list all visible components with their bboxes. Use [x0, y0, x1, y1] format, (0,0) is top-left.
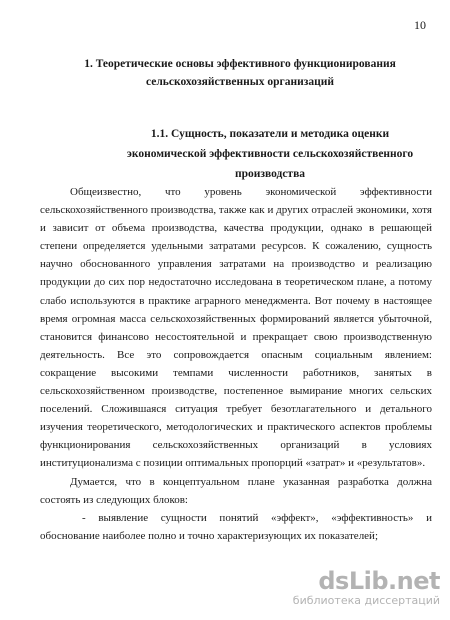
watermark [290, 568, 440, 608]
watermark-subtitle: библиотека диссертаций [292, 594, 440, 607]
list-item: - выявление сущности понятий «эффект», «эффективность» и обоснование наиболее полно и точно характеризующих их показателей; [40, 511, 432, 542]
chapter-title: 1. Теоретические основы эффективного функционирования сельскохозяйственных организаций [84, 58, 396, 88]
paragraph-intro: Общеизвестно, что уровень экономической эффективности сельскохозяйственного производства, также как и других отраслей экономики, хотя и зависит от объема производства, качества продукции, однако в решающей степени определяется удельными затратами ресурсов. К сожалению, сущность научно обоснованного управления затратами на производство и реализацию продукции до сих пор недостаточно исследована в теоретическом плане, а потому слабо используются в практике аграрного менеджмента. Вот почему в настоящее время огромная масса сельскохозяйственных формирований является убыточной, становится финансово несостоятельной и прекращает свою производственную деятельность. Все это сопровождается опасным социальным явлением: сокращение высокими темпами численности работников, занятых в сельскохозяйственном производстве, постепенное вымирание многих сельских поселений. Сложившаяся ситуация требует безотлагательного и детального изучения теоретического, методологических и практического аспектов проблемы функционирования сельскохозяйственных организаций в условиях институционализма с позиции оптимальных пропорций «затрат» и «результатов». [40, 186, 432, 470]
section-title: 1.1. Сущность, показатели и методика оценки экономической эффективности сельскохозяйственного производства [126, 128, 414, 180]
watermark-logo: dsLib.net [318, 567, 440, 595]
paragraph-blocks: Думается, что в концептуальном плане указанная разработка должна состоять из следующих блоков: [40, 475, 432, 506]
page-number: 10 [414, 18, 426, 32]
body-text [40, 183, 432, 545]
